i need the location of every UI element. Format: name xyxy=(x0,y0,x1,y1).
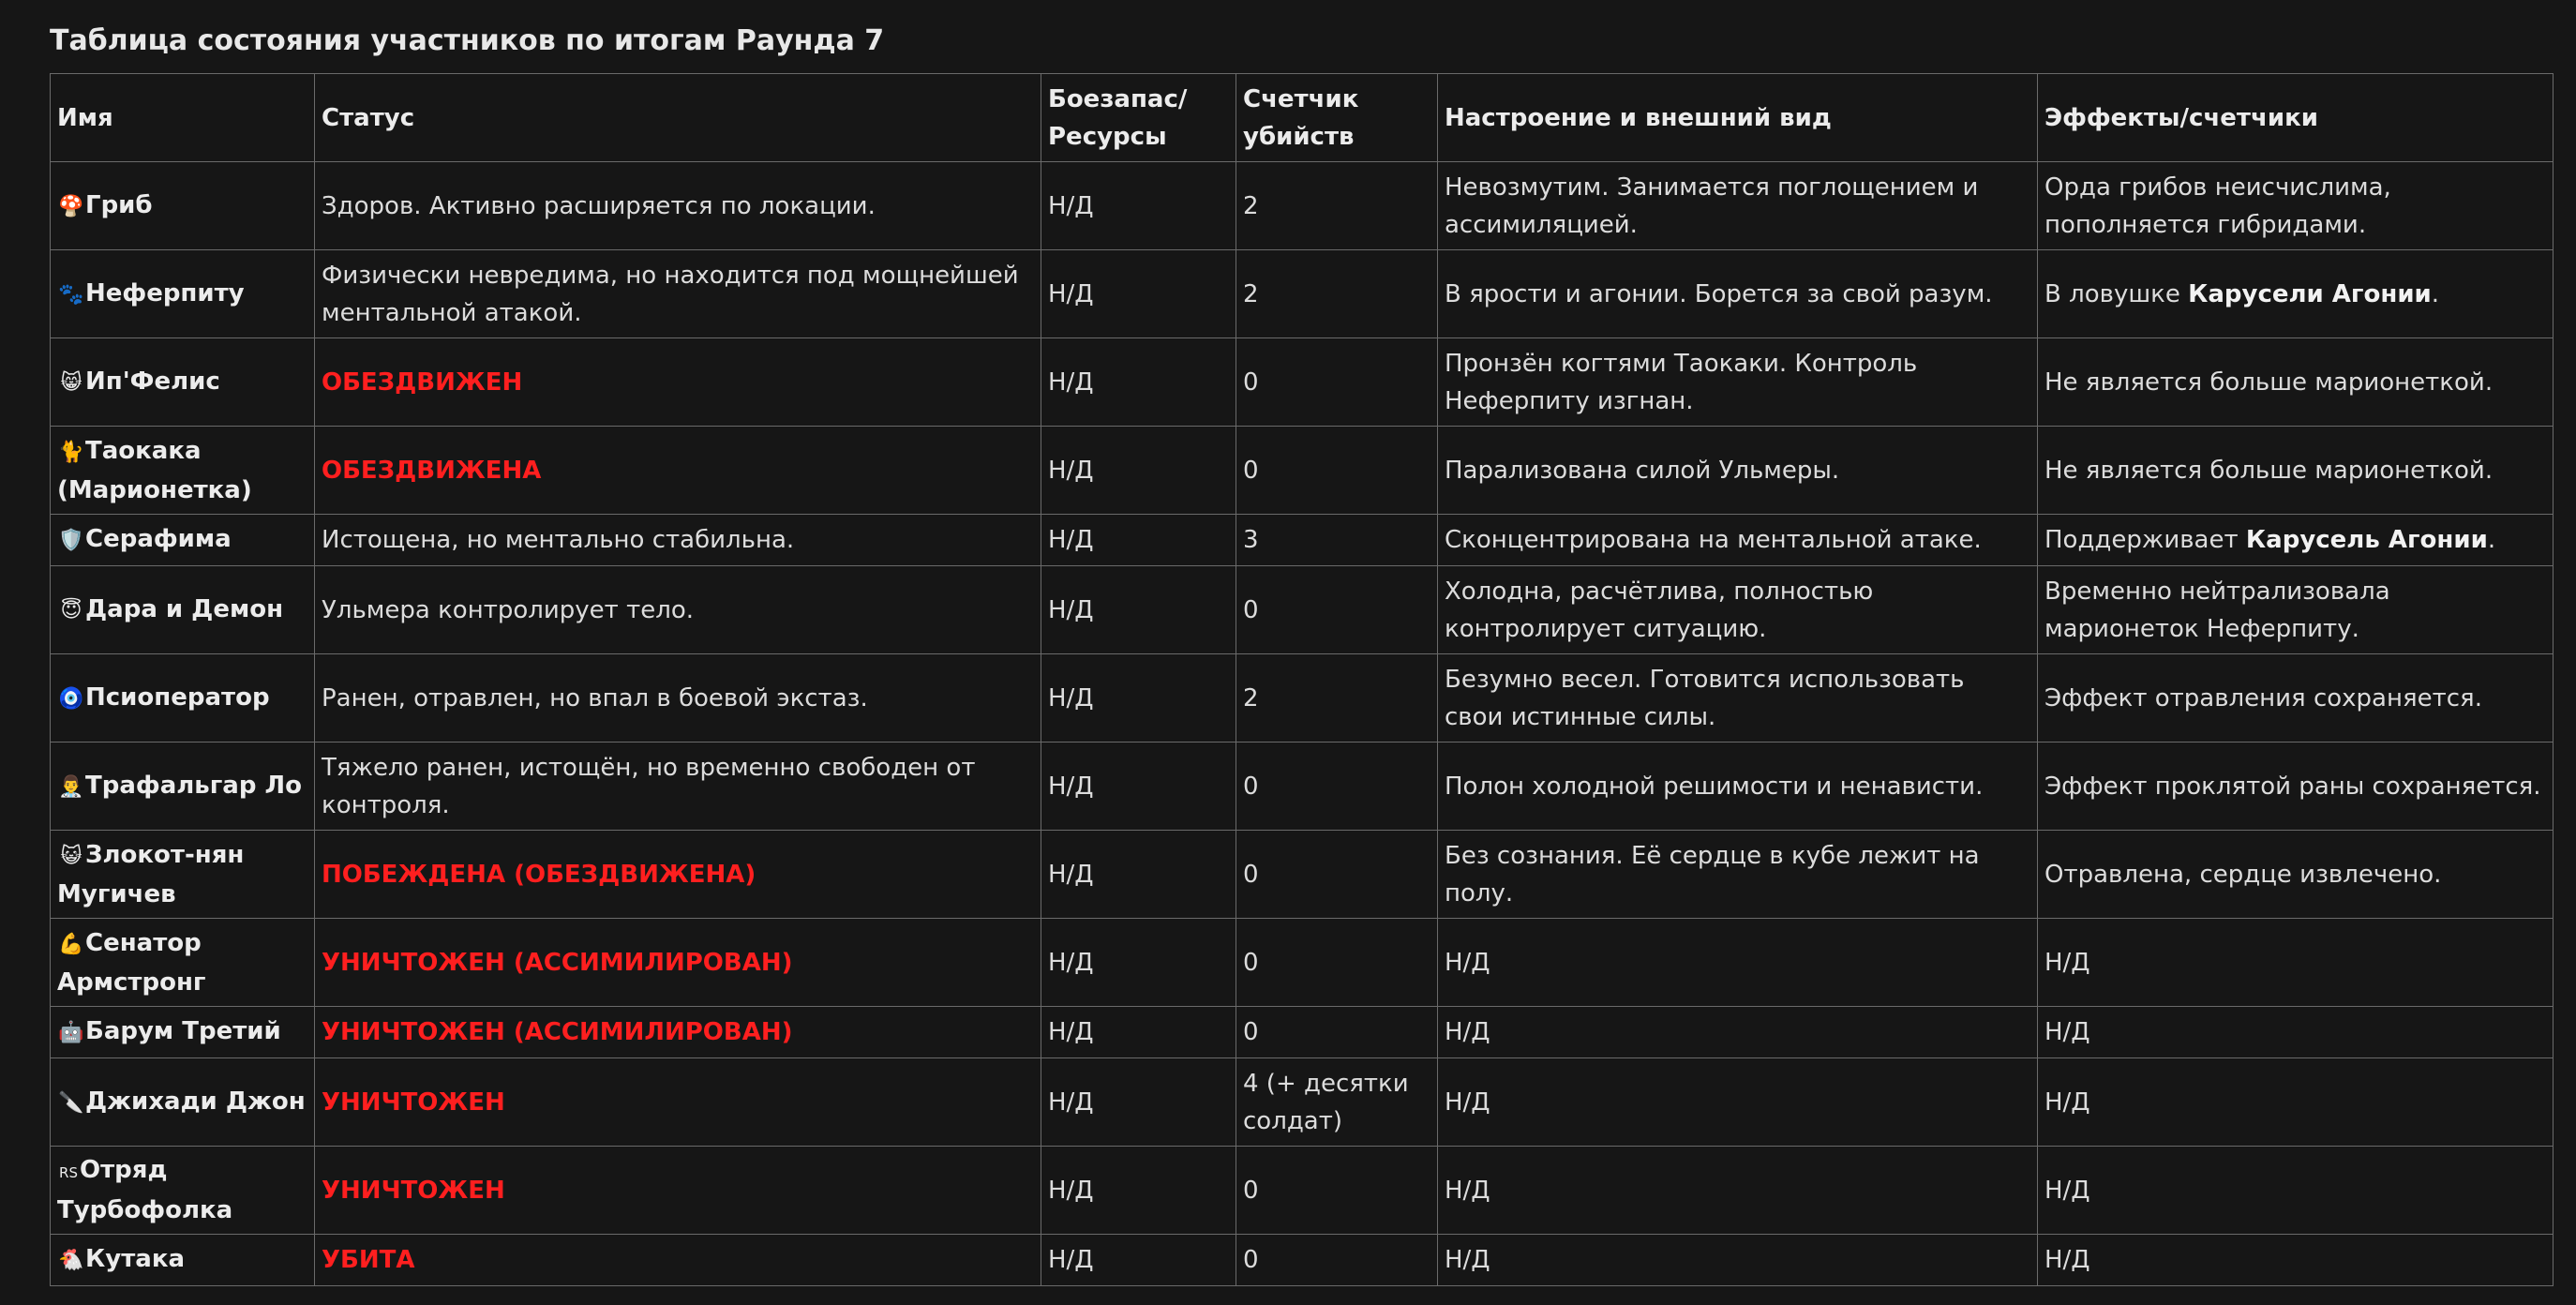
effects-text-end: . xyxy=(2487,526,2496,554)
participant-name: Неферпиту xyxy=(85,278,245,308)
effects-cell xyxy=(2038,566,2554,654)
status-cell xyxy=(315,427,1041,515)
status-badge: УНИЧТОЖЕН xyxy=(322,1088,505,1117)
status-table xyxy=(50,73,2554,1286)
grinning-cat-icon: 😺 xyxy=(60,844,82,868)
chicken-icon: 🐔 xyxy=(58,1249,84,1272)
participant-name-cell xyxy=(51,338,315,427)
effects-cell xyxy=(2038,742,2554,831)
participant-name: Трафальгар Ло xyxy=(85,771,302,800)
table-body xyxy=(51,162,2554,1286)
effects-cell xyxy=(2038,1007,2554,1058)
status-cell xyxy=(315,742,1041,831)
effects-cell xyxy=(2038,654,2554,742)
participant-name: Джихади Джон xyxy=(85,1087,306,1116)
ammo-cell: Н/Д xyxy=(1041,919,1236,1007)
status-cell xyxy=(315,1058,1041,1147)
flexed-biceps-icon: 💪 xyxy=(58,932,84,956)
status-badge: УНИЧТОЖЕН (АССИМИЛИРОВАН) xyxy=(322,1018,793,1046)
robot-icon: 🤖 xyxy=(58,1021,84,1044)
halo-face-icon: 😇 xyxy=(60,598,82,622)
mood-cell: Н/Д xyxy=(1438,1007,2038,1058)
mood-cell: Полон холодной решимости и ненависти. xyxy=(1438,742,2038,831)
mood-cell: Н/Д xyxy=(1438,1235,2038,1286)
table-row xyxy=(51,831,2554,919)
status-cell xyxy=(315,515,1041,566)
status-badge: ПОБЕЖДЕНА (ОБЕЗДВИЖЕНА) xyxy=(322,860,756,889)
table-header-row xyxy=(51,74,2554,162)
effects-highlight: Карусели Агонии xyxy=(2188,279,2432,308)
status-text: Истощена, но ментально стабильна. xyxy=(322,526,795,554)
kill-count-cell: 4 (+ десятки солдат) xyxy=(1236,1058,1438,1147)
kill-count-cell: 0 xyxy=(1236,338,1438,427)
effects-text: Не является больше марионеткой. xyxy=(2044,456,2494,485)
table-row xyxy=(51,1147,2554,1235)
page-title: Таблица состояния участников по итогам Раунда 7 xyxy=(50,24,885,57)
kill-count-cell: 0 xyxy=(1236,1007,1438,1058)
effects-cell xyxy=(2038,919,2554,1007)
kill-count-cell: 0 xyxy=(1236,1147,1438,1235)
mood-cell: В ярости и агонии. Борется за свой разум. xyxy=(1438,250,2038,338)
effects-text: Н/Д xyxy=(2044,1246,2090,1274)
effects-text: Н/Д xyxy=(2044,948,2090,977)
mood-cell: Безумно весел. Готовится использовать свои истинные силы. xyxy=(1438,654,2038,742)
effects-cell xyxy=(2038,1147,2554,1235)
effects-text-end: . xyxy=(2431,279,2440,308)
knife-icon: 🔪 xyxy=(58,1090,84,1115)
effects-text: Поддерживает xyxy=(2044,526,2246,554)
ammo-cell: Н/Д xyxy=(1041,162,1236,250)
participant-name-cell xyxy=(51,1058,315,1147)
mood-cell: Н/Д xyxy=(1438,919,2038,1007)
ammo-cell: Н/Д xyxy=(1041,338,1236,427)
participant-name-cell xyxy=(51,162,315,250)
table-row xyxy=(51,1235,2554,1286)
status-text: Ранен, отравлен, но впал в боевой экстаз. xyxy=(322,683,868,712)
header-mood: Настроение и внешний вид xyxy=(1438,74,2038,162)
status-cell xyxy=(315,919,1041,1007)
effects-text: Не является больше марионеткой. xyxy=(2044,368,2494,397)
status-cell xyxy=(315,250,1041,338)
effects-text: В ловушке xyxy=(2044,279,2189,308)
participant-name: Кутака xyxy=(85,1245,186,1273)
participant-name-cell xyxy=(51,1147,315,1235)
eye-amulet-icon: 🧿 xyxy=(58,686,84,711)
kill-count-cell: 0 xyxy=(1236,566,1438,654)
status-text: Ульмера контролирует тело. xyxy=(322,595,695,624)
kill-count-cell: 0 xyxy=(1236,427,1438,515)
ammo-cell: Н/Д xyxy=(1041,1007,1236,1058)
ammo-cell: Н/Д xyxy=(1041,515,1236,566)
participant-name-cell xyxy=(51,1235,315,1286)
effects-text: Отравлена, сердце извлечено. xyxy=(2044,860,2442,889)
effects-text: Эффект проклятой раны сохраняется. xyxy=(2044,772,2541,801)
mood-cell: Н/Д xyxy=(1438,1147,2038,1235)
paw-prints-icon: 🐾 xyxy=(58,282,84,307)
table-row xyxy=(51,162,2554,250)
status-badge: ОБЕЗДВИЖЕН xyxy=(322,368,523,397)
cat-face-icon: 😸 xyxy=(60,370,82,395)
participant-name: Барум Третий xyxy=(85,1017,281,1045)
header-kills: Счетчик убийств xyxy=(1236,74,1438,162)
participant-name: Дара и Демон xyxy=(85,594,284,623)
kill-count-cell: 0 xyxy=(1236,742,1438,831)
effects-highlight: Карусель Агонии xyxy=(2245,526,2488,554)
status-text: Физически невредима, но находится под мощнейшей ментальной атакой. xyxy=(322,261,1019,327)
ammo-cell: Н/Д xyxy=(1041,654,1236,742)
participant-name-cell xyxy=(51,831,315,919)
effects-text: Н/Д xyxy=(2044,1176,2090,1205)
effects-cell xyxy=(2038,162,2554,250)
table-row xyxy=(51,1007,2554,1058)
participant-name: Гриб xyxy=(85,190,153,219)
participant-name-cell xyxy=(51,566,315,654)
header-effects: Эффекты/счетчики xyxy=(2038,74,2554,162)
header-ammo: Боезапас/ Ресурсы xyxy=(1041,74,1236,162)
kill-count-cell: 3 xyxy=(1236,515,1438,566)
status-text: Тяжело ранен, истощён, но временно свободен от контроля. xyxy=(322,753,976,819)
status-text: Здоров. Активно расширяется по локации. xyxy=(322,191,876,220)
header-status: Статус xyxy=(315,74,1041,162)
ammo-cell: Н/Д xyxy=(1041,427,1236,515)
participant-name: Сенатор Армстронг xyxy=(57,928,206,997)
effects-cell xyxy=(2038,338,2554,427)
status-cell xyxy=(315,162,1041,250)
mood-cell: Холодна, расчётлива, полностью контролирует ситуацию. xyxy=(1438,566,2038,654)
status-badge: УНИЧТОЖЕН xyxy=(322,1176,505,1205)
status-cell xyxy=(315,1007,1041,1058)
doctor-icon: 👨‍⚕️ xyxy=(58,774,84,799)
table-row xyxy=(51,427,2554,515)
flag-serbia-icon: RS xyxy=(59,1164,78,1181)
kill-count-cell: 0 xyxy=(1236,919,1438,1007)
status-cell xyxy=(315,1235,1041,1286)
mushroom-icon: 🍄 xyxy=(58,194,84,218)
participant-name-cell xyxy=(51,515,315,566)
participant-name-cell xyxy=(51,742,315,831)
participant-name: Отряд Турбофолка xyxy=(57,1156,233,1224)
participant-name: Псиоператор xyxy=(85,682,270,712)
table-row xyxy=(51,338,2554,427)
participant-name-cell xyxy=(51,427,315,515)
ammo-cell: Н/Д xyxy=(1041,566,1236,654)
mood-cell: Без сознания. Её сердце в кубе лежит на полу. xyxy=(1438,831,2038,919)
cat-icon: 🐈 xyxy=(58,440,84,464)
effects-cell xyxy=(2038,250,2554,338)
effects-text: Н/Д xyxy=(2044,1088,2090,1117)
effects-text: Н/Д xyxy=(2044,1018,2090,1046)
kill-count-cell: 0 xyxy=(1236,1235,1438,1286)
effects-text: Временно нейтрализовала марионеток Неферпиту. xyxy=(2044,577,2390,643)
participant-name-cell xyxy=(51,654,315,742)
table-row xyxy=(51,515,2554,566)
participant-name-cell xyxy=(51,250,315,338)
status-cell xyxy=(315,1147,1041,1235)
participant-name: Серафима xyxy=(85,525,232,553)
mood-cell: Пронзён когтями Таокаки. Контроль Неферпиту изгнан. xyxy=(1438,338,2038,427)
status-cell xyxy=(315,654,1041,742)
participant-name-cell xyxy=(51,1007,315,1058)
ammo-cell: Н/Д xyxy=(1041,250,1236,338)
header-name: Имя xyxy=(51,74,315,162)
kill-count-cell: 2 xyxy=(1236,250,1438,338)
effects-cell xyxy=(2038,1235,2554,1286)
status-badge: УБИТА xyxy=(322,1246,415,1274)
effects-text: Эффект отравления сохраняется. xyxy=(2044,683,2482,712)
ammo-cell: Н/Д xyxy=(1041,831,1236,919)
participant-name-cell xyxy=(51,919,315,1007)
mood-cell: Парализована силой Ульмеры. xyxy=(1438,427,2038,515)
status-cell xyxy=(315,831,1041,919)
mood-cell: Сконцентрирована на ментальной атаке. xyxy=(1438,515,2038,566)
ammo-cell: Н/Д xyxy=(1041,1235,1236,1286)
ammo-cell: Н/Д xyxy=(1041,1147,1236,1235)
effects-cell xyxy=(2038,1058,2554,1147)
status-cell xyxy=(315,338,1041,427)
table-row xyxy=(51,654,2554,742)
participant-name: Злокот-нян Мугичев xyxy=(57,840,245,908)
table-row xyxy=(51,1058,2554,1147)
effects-cell xyxy=(2038,831,2554,919)
status-cell xyxy=(315,566,1041,654)
table-row xyxy=(51,919,2554,1007)
table-row xyxy=(51,742,2554,831)
table-row xyxy=(51,566,2554,654)
ammo-cell: Н/Д xyxy=(1041,1058,1236,1147)
kill-count-cell: 2 xyxy=(1236,654,1438,742)
mood-cell: Н/Д xyxy=(1438,1058,2038,1147)
participant-name: Таокака (Марионетка) xyxy=(57,436,252,504)
kill-count-cell: 2 xyxy=(1236,162,1438,250)
table-row xyxy=(51,250,2554,338)
mood-cell: Невозмутим. Занимается поглощением и ассимиляцией. xyxy=(1438,162,2038,250)
effects-cell xyxy=(2038,427,2554,515)
kill-count-cell: 0 xyxy=(1236,831,1438,919)
effects-text: Орда грибов неисчислима, пополняется гибридами. xyxy=(2044,172,2391,239)
shield-icon: 🛡️ xyxy=(58,529,84,552)
status-badge: ОБЕЗДВИЖЕНА xyxy=(322,456,542,485)
status-badge: УНИЧТОЖЕН (АССИМИЛИРОВАН) xyxy=(322,948,793,977)
effects-cell xyxy=(2038,515,2554,566)
ammo-cell: Н/Д xyxy=(1041,742,1236,831)
participant-name: Ип'Фелис xyxy=(85,367,220,396)
